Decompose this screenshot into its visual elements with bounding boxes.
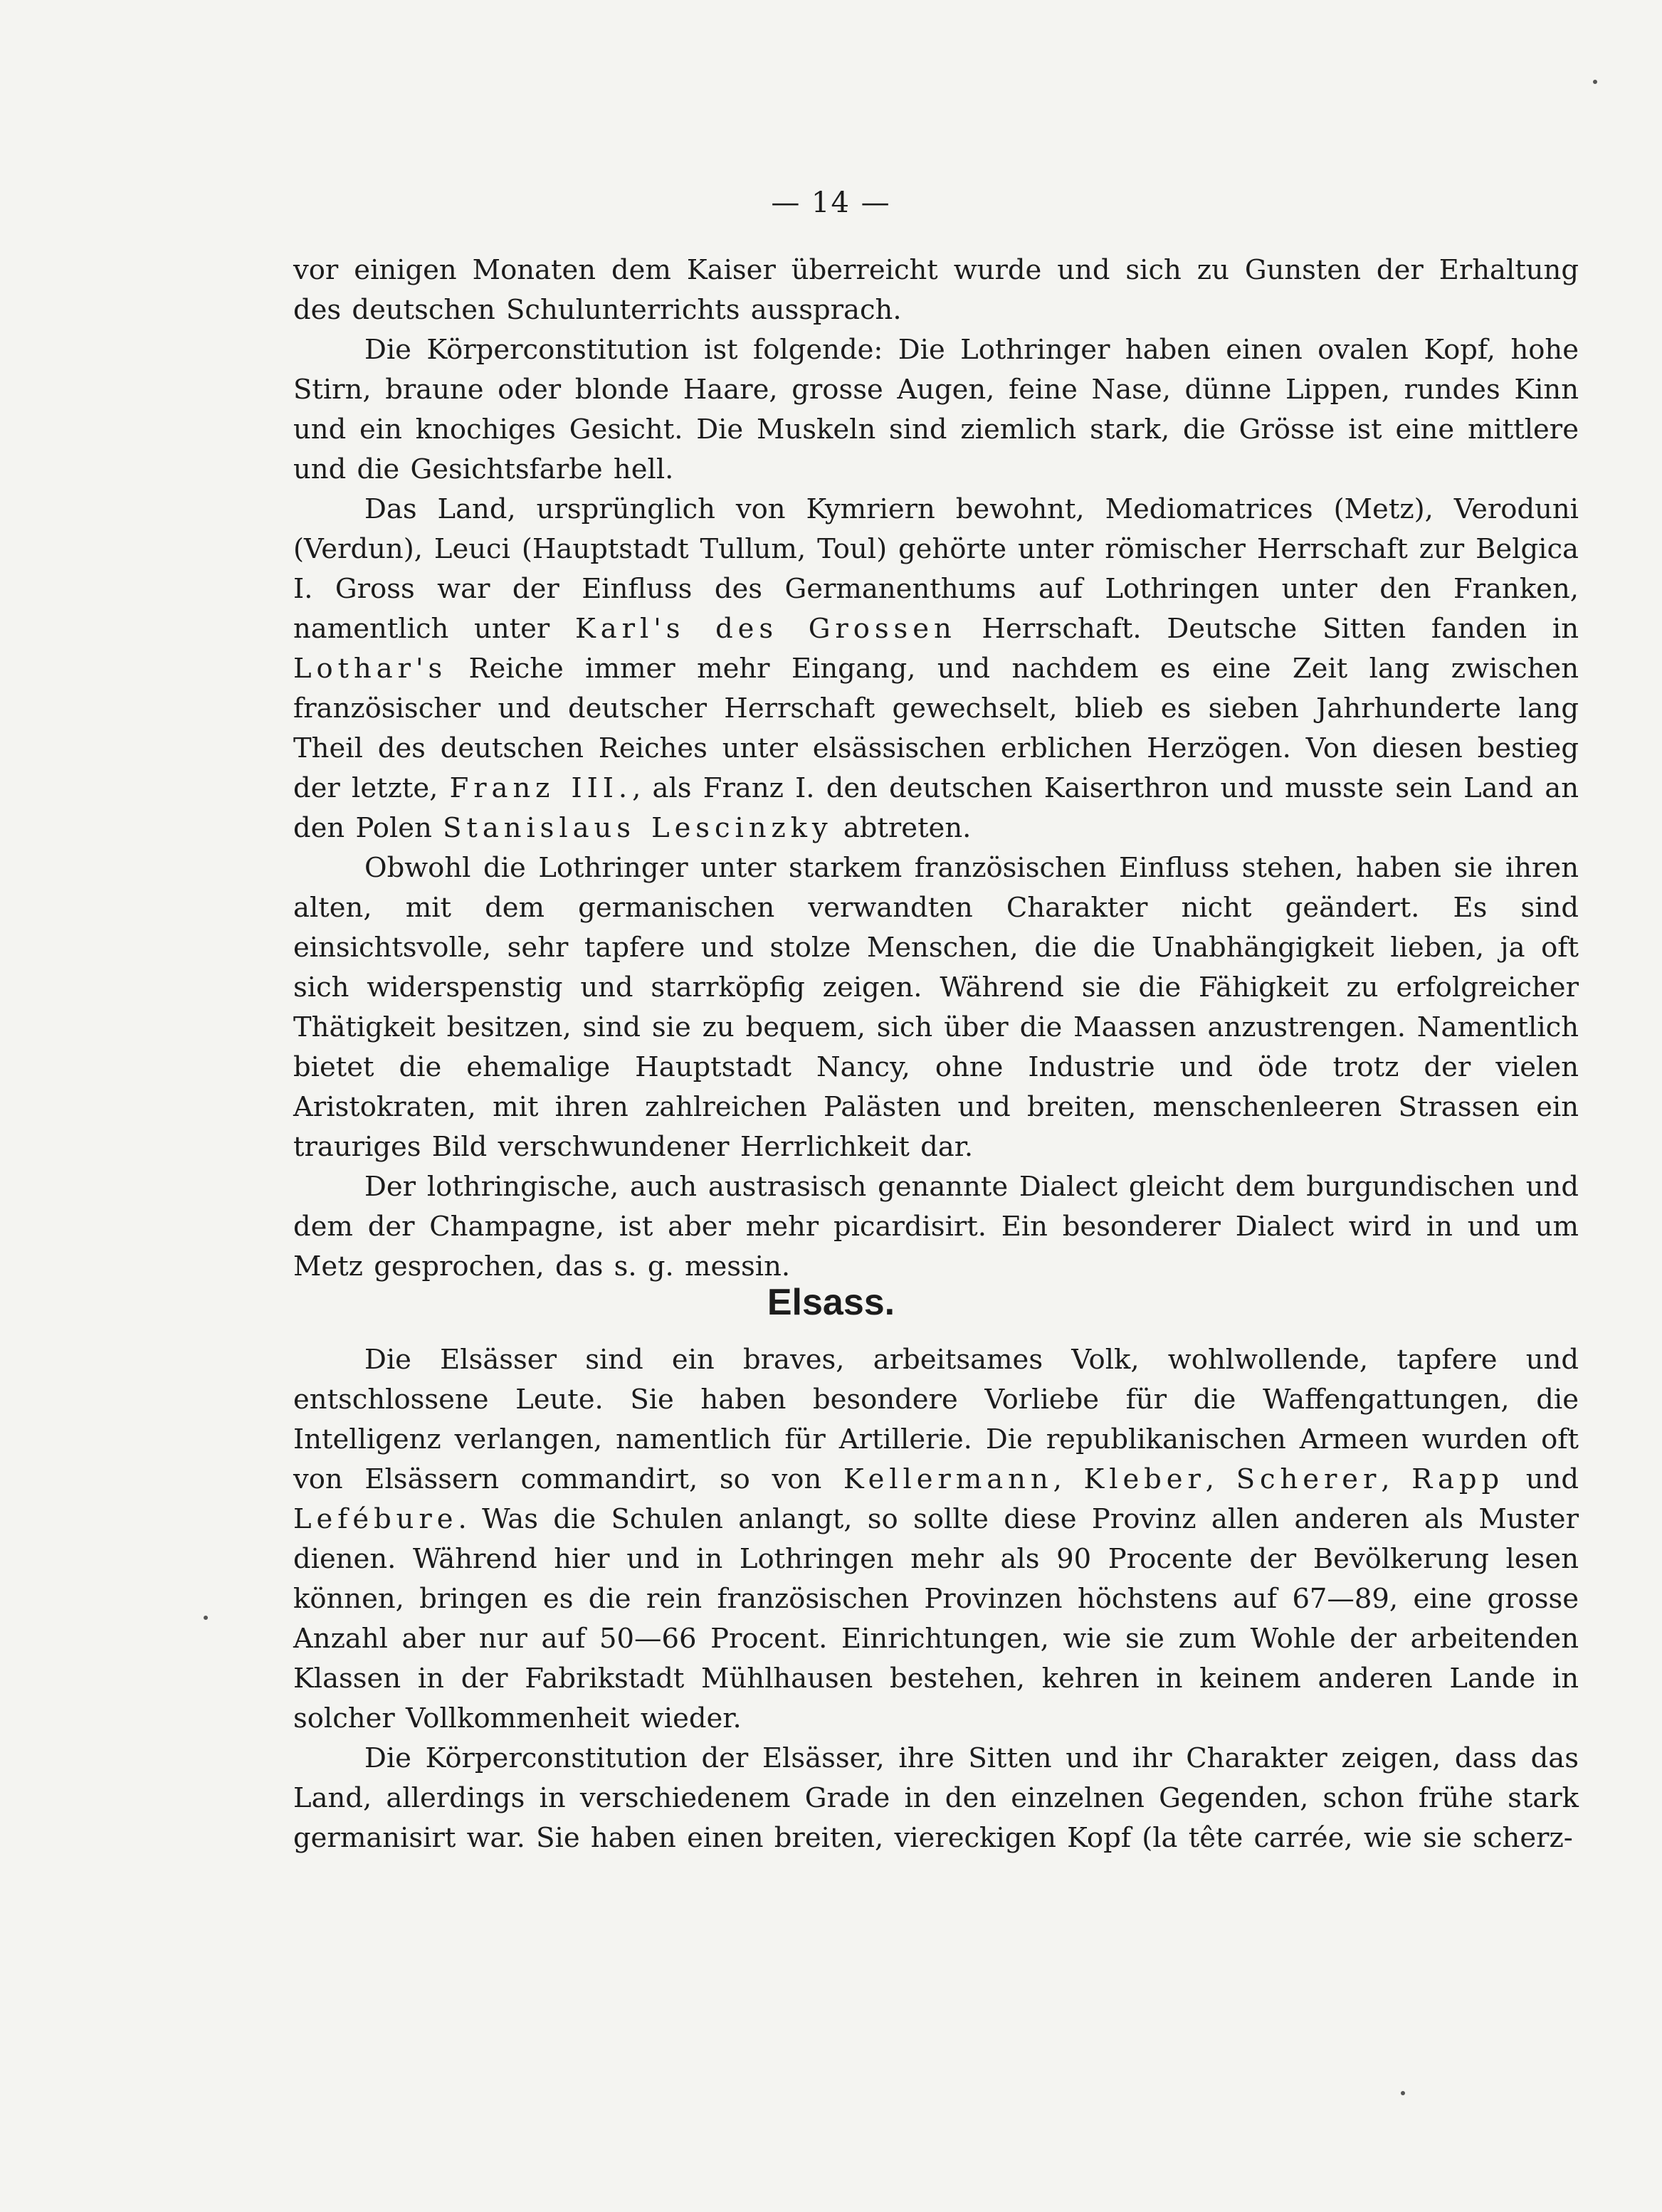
name-kellermann: Kellermann <box>843 1463 1053 1495</box>
paragraph-3-text: abtreten. <box>832 812 972 844</box>
paragraph-5-text: Der lothringische, auch austrasisch genannte Dialect gleicht dem burgundischen und dem der Champagne, ist aber mehr picardisirt. Ein besonderer Dialect wird in und um Metz gesprochen, das s. g. messin. <box>293 1171 1579 1283</box>
paragraph-7-text: Die Körperconstitution der Elsässer, ihre Sitten und ihr Charakter zeigen, dass das Land, allerdings in verschiedenem Grade in den einzelnen Gegenden, schon frühe stark germanisirt war. Sie haben einen breiten, viereckigen Kopf (la tête carrée, wie sie scherz- <box>293 1742 1579 1854</box>
paragraph-6-text: und <box>1504 1463 1579 1495</box>
paragraph-3-text: , als Franz I. den deutschen Kaiserthron und musste sein Land an den Polen <box>293 772 1579 844</box>
name-lefebure: Lefébure <box>293 1503 458 1535</box>
paragraph-6-text: , <box>1205 1463 1236 1495</box>
paper-speck <box>204 1616 208 1620</box>
name-lothar: Lothar's <box>293 653 448 685</box>
paragraph-2-text: Die Körperconstitution ist folgende: Die Lothringer haben einen ovalen Kopf, hohe Stirn, braune oder blonde Haare, grosse Augen, feine Nase, dünne Lippen, rundes Kinn und ein knochiges Gesicht. Die Muskeln sind ziemlich stark, die Grösse ist eine mittlere und die Gesichtsfarbe hell. <box>293 334 1579 485</box>
paragraph-4 <box>293 848 1579 1167</box>
paragraph-1 <box>293 251 1579 330</box>
lothringen-section <box>293 251 1579 1287</box>
paper-speck <box>1593 80 1597 84</box>
paragraph-5 <box>293 1167 1579 1287</box>
paragraph-1-text: vor einigen Monaten dem Kaiser überreicht wurde und sich zu Gunsten der Erhaltung des deutschen Schulunterrichts aussprach. <box>293 254 1579 326</box>
page-number: — 14 — <box>771 186 891 219</box>
paragraph-6-text: Die Elsässer sind ein braves, arbeitsames Volk, wohlwollende, tapfere und entschlossene Leute. Sie haben besondere Vorliebe für die Waffengattungen, die Intelligenz verlangen, namentlich für Artillerie. Die republikanischen Armeen wurden oft von Elsässern commandirt, so von <box>293 1344 1579 1495</box>
paragraph-2 <box>293 330 1579 490</box>
name-kleber: Kleber <box>1083 1463 1206 1495</box>
name-franz: Franz III. <box>449 772 633 804</box>
paper-speck <box>1401 2091 1405 2095</box>
section-heading-elsass: Elsass. <box>767 1282 895 1323</box>
paragraph-7 <box>293 1739 1579 1858</box>
paragraph-3-text: Herrschaft. Deutsche Sitten fanden in <box>956 613 1579 645</box>
name-scherer: Scherer <box>1236 1463 1382 1495</box>
paragraph-6-text: , <box>1053 1463 1084 1495</box>
paragraph-6-text: , <box>1381 1463 1412 1495</box>
paragraph-6 <box>293 1340 1579 1739</box>
paragraph-3-text: Reiche immer mehr Eingang, und nachdem es eine Zeit lang zwischen französischer und deutscher Herrschaft gewechselt, blieb es sieben Jahrhunderte lang Theil des deutschen Reiches unter elsässischen erblichen Herzögen. Von diesen bestieg der letzte, <box>293 653 1579 804</box>
paragraph-3 <box>293 490 1579 848</box>
name-stanislaus: Stanislaus Lescinzky <box>443 812 833 844</box>
paragraph-3-text: Das Land, ursprünglich von Kymriern bewohnt, Mediomatrices (Metz), Veroduni (Verdun), Leuci (Hauptstadt Tullum, Toul) gehörte unter römischer Herrschaft zur Belgica I. Gross war der Einfluss des Germanenthums auf Lothringen unter den Franken, namentlich unter <box>293 493 1579 645</box>
paragraph-6-text: . Was die Schulen anlangt, so sollte diese Provinz allen anderen als Muster dienen. Während hier und in Lothringen mehr als 90 Procente der Bevölkerung lesen können, bringen es die rein französischen Provinzen höchstens auf 67—89, eine grosse Anzahl aber nur auf 50—66 Procent. Einrichtungen, wie sie zum Wohle der arbeitenden Klassen in der Fabrikstadt Mühlhausen bestehen, kehren in keinem anderen Lande in solcher Vollkommenheit wieder. <box>293 1503 1579 1734</box>
elsass-section <box>293 1340 1579 1858</box>
paragraph-4-text: Obwohl die Lothringer unter starkem französischen Einfluss stehen, haben sie ihren alten, mit dem germanischen verwandten Charakter nicht geändert. Es sind einsichtsvolle, sehr tapfere und stolze Menschen, die die Unabhängigkeit lieben, ja oft sich widerspenstig und starrköpfig zeigen. Während sie die Fähigkeit zu erfolgreicher Thätigkeit besitzen, sind sie zu bequem, sich über die Maassen anzustrengen. Namentlich bietet die ehemalige Hauptstadt Nancy, ohne Industrie und öde trotz der vielen Aristokraten, mit ihren zahlreichen Palästen und breiten, menschenleeren Strassen ein trauriges Bild verschwundener Herrlichkeit dar. <box>293 852 1579 1163</box>
name-rapp: Rapp <box>1411 1463 1505 1495</box>
name-karl: Karl's des Grossen <box>575 613 957 645</box>
